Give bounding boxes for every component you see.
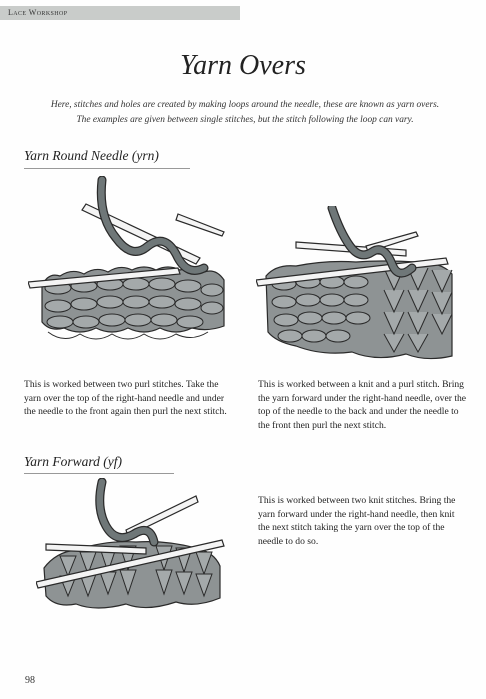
yf-knit-illustration [36,478,226,628]
section-heading-yrn: Yarn Round Needle (yrn) [24,148,159,163]
section-rule [24,473,174,474]
intro-line-2: The examples are given between single stitches, but the stitch following the loop can vary. [76,115,414,125]
page-title: Yarn Overs [180,50,306,81]
section-rule [24,168,190,169]
yrn-purl-illustration [28,176,238,366]
intro-text [22,98,468,128]
yrn-purl-caption: This is worked between two purl stitches. Take the yarn over the top of the right-hand needle and under the needle to the front again then purl the next stitch. [24,379,227,417]
section-heading-yf: Yarn Forward (yf) [24,454,123,469]
yf-knit-caption: This is worked between two knit stitches. Bring the yarn forward under the right-hand needle, then knit the next stitch taking the yarn over the top of the needle to do so. [258,495,456,547]
yrn-knit-purl-illustration [256,206,466,366]
page-number: 98 [25,675,35,686]
intro-line-1: Here, stitches and holes are created by making loops around the needle, these are known as yarn overs. [50,100,440,110]
yrn-knit-purl-caption: This is worked between a knit and a purl stitch. Bring the yarn forward under the right-hand needle, over the top of the needle to the back and under the needle to the front then purl the next stitch. [258,379,467,431]
running-header: Lace Workshop [8,8,68,17]
